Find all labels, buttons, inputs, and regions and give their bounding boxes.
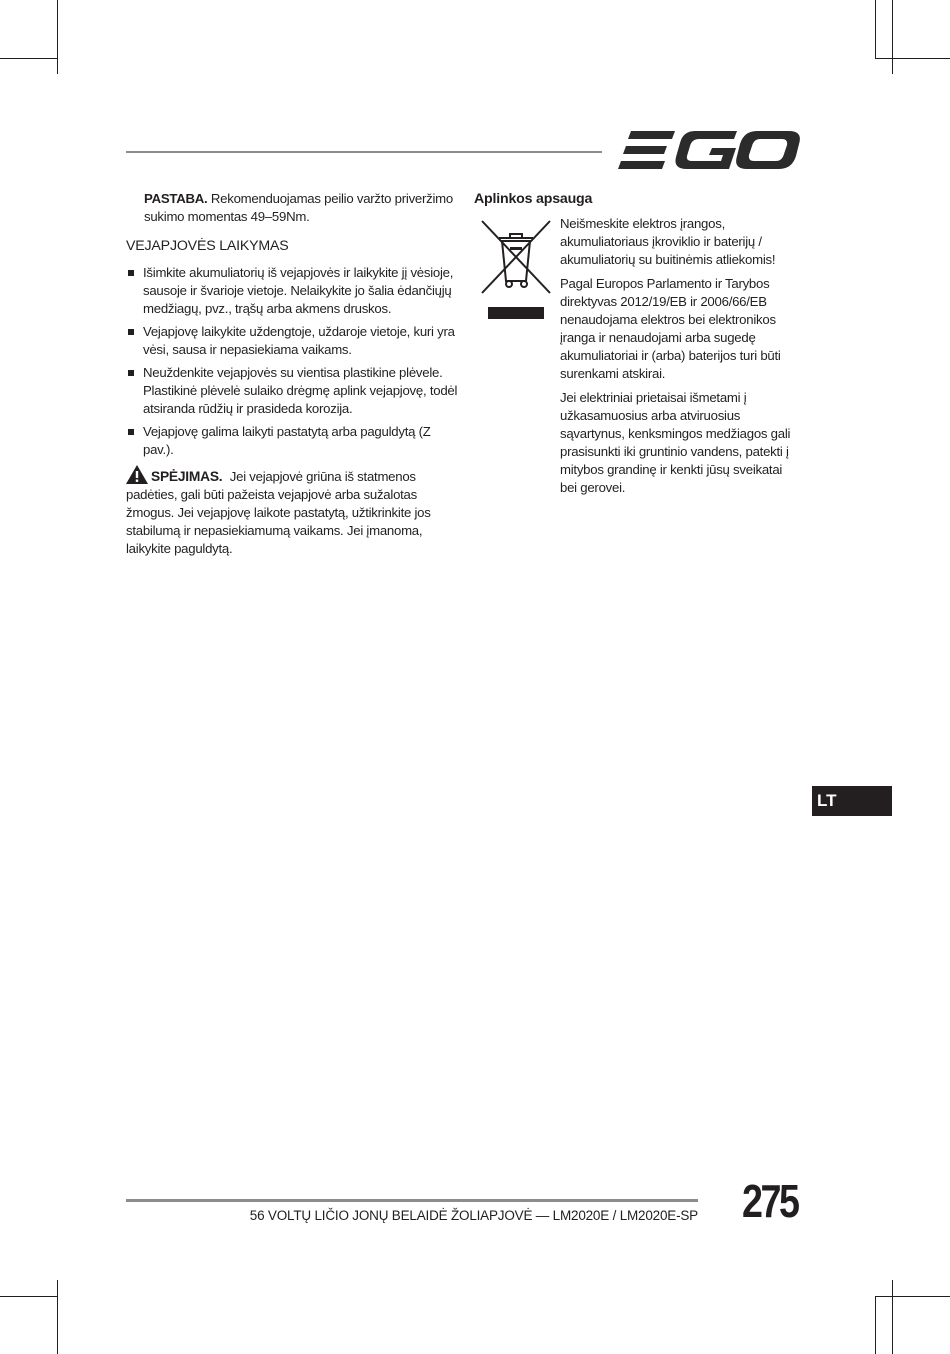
crop-mark — [875, 0, 876, 58]
list-item: Neuždenkite vejapjovės su vientisa plastikine plėvele. Plastikinė plėvelė sulaiko drėgmę aplink vejapjovę, todėl atsiranda rūdžių ir prasideda korozija. — [126, 364, 458, 418]
list-item: Vejapjovę galima laikyti pastatytą arba paguldytą (Z pav.). — [126, 423, 458, 459]
warning-label: SPĖJIMAS. — [151, 469, 223, 484]
environment-paragraph: Pagal Europos Parlamento ir Tarybos direktyvas 2012/19/EB ir 2006/66/EB nenaudojama elektros bei elektronikos įranga ir nenaudojami arba sugedę akumuliatoriai ir (arba) baterijos turi būti surenkami atskirai. — [560, 276, 781, 381]
environment-section — [474, 215, 794, 497]
warning-text: Jei vejapjovė griūna iš statmenos padėties, gali būti pažeista vejapjovė arba sužalotas žmogus. Jei vejapjovę laikote pastatytą, užtikrinkite jos stabilumą ir nepasiekiamumą vaikams. Jei įmanoma, laikykite paguldytą. — [126, 469, 431, 556]
crop-mark — [57, 0, 58, 74]
bullet-icon — [128, 329, 134, 335]
storage-list — [126, 264, 458, 459]
crop-mark — [892, 0, 893, 74]
crossed-out-wheelie-bin-icon — [480, 219, 552, 319]
crop-mark — [892, 1280, 893, 1354]
warning-triangle-icon — [126, 465, 148, 484]
footer-rule — [126, 1199, 698, 1202]
ego-logo — [617, 128, 801, 172]
environment-heading: Aplinkos apsauga — [474, 191, 593, 207]
warning-paragraph — [126, 465, 458, 558]
left-column — [126, 190, 458, 571]
header-rule — [126, 151, 602, 153]
page-number: 275 — [742, 1175, 798, 1227]
list-item: Vejapjovę laikykite uždengtoje, uždaroje vietoje, kuri yra vėsi, sausa ir nepasiekiama vaikams. — [126, 323, 458, 359]
note-text: Rekomenduojamas peilio varžto priveržimo sukimo momentas 49–59Nm. — [144, 191, 454, 224]
right-column — [474, 190, 794, 503]
crop-mark — [57, 1280, 58, 1354]
environment-paragraph: Neišmeskite elektros įrangos, akumuliatoriaus įkroviklio ir baterijų / akumuliatorių su buitinėmis atliekomis! — [560, 216, 776, 267]
bullet-icon — [128, 429, 134, 435]
environment-paragraph: Jei elektriniai prietaisai išmetami į užkasamuosius arba atviruosius sąvartynus, kenksmingos medžiagos gali prasisunkti iki gruntinio vandens, patekti į mitybos grandinę ir kenkti jūsų sveikatai bei gerovei. — [560, 390, 791, 495]
crop-mark — [0, 1296, 58, 1297]
torque-note — [144, 190, 458, 226]
crop-mark — [875, 1296, 876, 1354]
crop-mark — [875, 58, 950, 59]
crop-mark — [875, 1296, 950, 1297]
crop-mark — [0, 58, 58, 59]
bullet-icon — [128, 370, 134, 376]
environment-text — [560, 215, 794, 497]
bullet-icon — [128, 270, 134, 276]
footer-product-title: 56 VOLTŲ LIČIO JONŲ BELAIDĖ ŽOLIAPJOVĖ — LM2020E / LM2020E-SP — [249, 1208, 698, 1223]
language-tab: LT — [812, 786, 892, 816]
list-item: Išimkite akumuliatorių iš vejapjovės ir laikykite jį vėsioje, sausoje ir švarioje vietoje. Nelaikykite jo šalia ėdančiųjų medžiagų, pvz., trąšų arba akmens druskos. — [126, 264, 458, 318]
note-label: PASTABA. — [144, 191, 208, 206]
storage-heading: VEJAPJOVĖS LAIKYMAS — [126, 238, 289, 254]
